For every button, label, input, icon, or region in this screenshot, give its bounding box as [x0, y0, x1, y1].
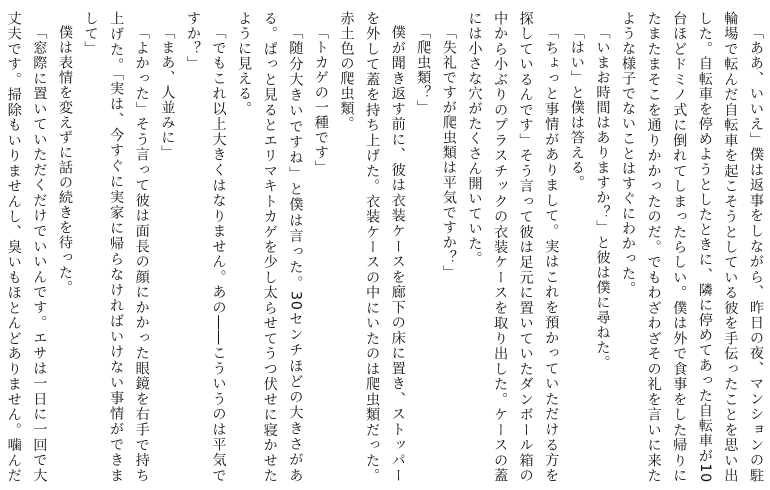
paragraph: 僕が聞き返す前に、彼は衣装ケースを廊下の床に置き、ストッパーを外して蓋を持ち上げた。衣装ケースの中にいたのは爬虫類だった。赤土色の爬虫類。: [338, 11, 406, 483]
paragraph: 「爬虫類？」: [415, 25, 432, 116]
paragraph: 「ああ、いいえ」僕は返事をしながら、昨日の夜、マンションの駐輪場で転んだ自転車を起こそうとしている彼を手伝ったことを思い出した。自転車を停めようとしたときに、隣に停めてあった自転車が10台ほどドミノ式に倒れてしまったらしい。僕は外で食事をした帰りにたまたまそこを通りかかったのだ。でもわざわざその礼を言いに来たような様子でないことはすぐにわかった。: [620, 11, 764, 483]
paragraph: 「窓際に置いていただくだけでいいんです。エサは一日に一回で大丈夫です。掃除もいりませんし、臭いもほとんどありません。噛んだ: [5, 11, 48, 483]
paragraph: 「でもこれ以上大きくはなりません。あの――こういうのは平気ですか？」: [184, 11, 227, 483]
paragraph: 「よかった」そう言って彼は面長の顔にかかった眼鏡を右手で持ち上げた。「実は、今すぐに実家に帰らなければいけない事情ができまして」: [82, 11, 150, 483]
paragraph: 僕は表情を変えずに話の続きを待った。: [56, 25, 73, 296]
paragraph: 「まあ、人並みに」: [159, 25, 176, 161]
vertical-text-body: [0, 11, 768, 483]
paragraph: 「ちょっと事情がありまして。実はこれを預かっていただける方を探しているんです」そう言って彼は足元に置いていたダンボール箱の中から小ぶりのプラスチックの衣装ケースを取り出した。ケースの蓋には小さな穴がたくさん開いていた。: [466, 11, 560, 483]
paragraph: 「随分大きいですね」と僕は言った。30センチほどの大きさがある。ぱっと見るとエリマキトカゲを少し太らせてうつ伏せに寝かせたように見える。: [236, 11, 304, 483]
paragraph: 「トカゲの一種です」: [312, 25, 329, 176]
paragraph: 「はい」と僕は答える。: [568, 25, 585, 191]
paragraph: 「失礼ですが爬虫類は平気ですか？」: [440, 25, 457, 281]
paragraph: 「いまお時間はありますか？」と彼は僕に尋ねた。: [594, 25, 611, 371]
